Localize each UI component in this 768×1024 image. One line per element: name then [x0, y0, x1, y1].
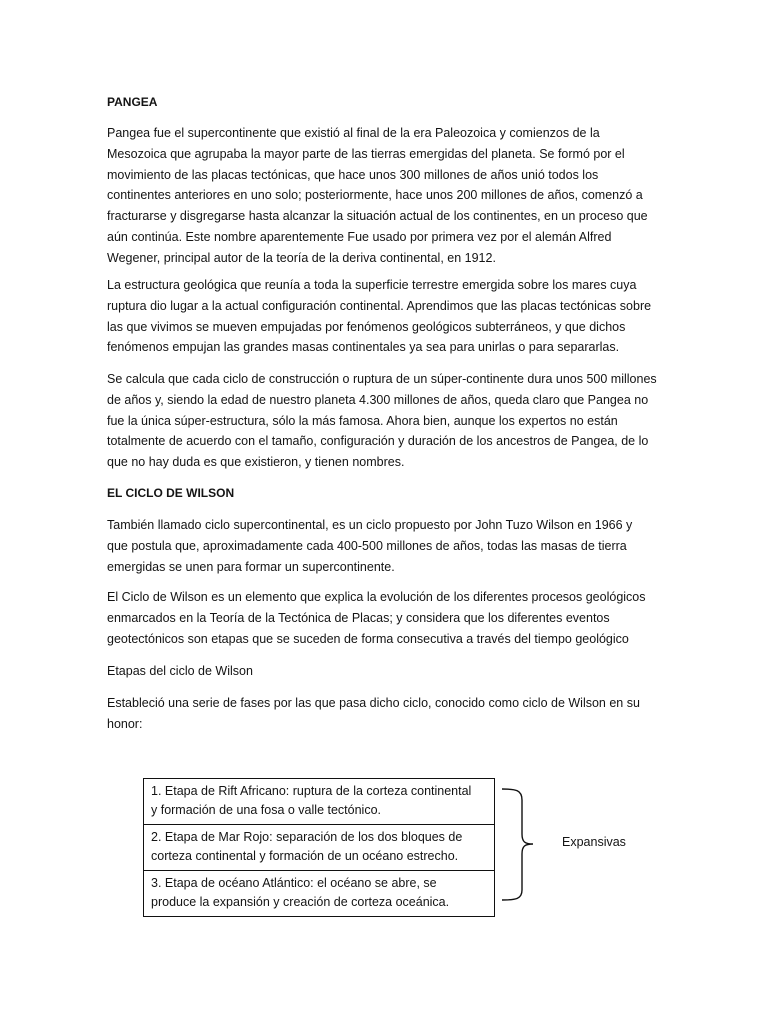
brace-label-expansivas: Expansivas — [562, 835, 626, 849]
paragraph-pangea-2: La estructura geológica que reunía a toda la superficie terrestre emergida sobre los mares cuya ruptura dio lugar a la actual configuración continental. Aprendimos que las placas tectónicas sobre las que vivimos se mueven empujadas por fenómenos geológicos subterráneos, y que dichos fenómenos empujan las grandes masas continentales ya sea para unirlas o para separarlas. — [107, 278, 652, 355]
paragraph-wilson-2: El Ciclo de Wilson es un elemento que explica la evolución de los diferentes procesos geológicos enmarcados en la Teoría de la Tectónica de Placas; y considera que los diferentes eventos geotectónicos son etapas que se suceden de forma consecutiva a través del tiempo geológico — [107, 590, 646, 646]
subheading-stages: Etapas del ciclo de Wilson — [107, 664, 253, 678]
paragraph-pangea-3: Se calcula que cada ciclo de construcción o ruptura de un súper-continente dura unos 500 millones de años y, siendo la edad de nuestro planeta 4.300 millones de años, queda claro que Pangea no fue la única súper-estructura, sólo la más famosa. Ahora bien, aunque los expertos no están totalmente de acuerdo con el tamaño, configuración y duración de los ancestros de Pangea, de lo que no hay duda es que existieron, y tienen nombres. — [107, 372, 657, 470]
paragraph-pangea-1: Pangea fue el supercontinente que existió al final de la era Paleozoica y comienzos de la Mesozoica que agrupaba la mayor parte de las tierras emergidas del planeta. Se formó por el movimiento de las placas tectónicas, que hace unos 300 millones de años unió todos los continentes anteriores en uno solo; posteriormente, hace unos 200 millones de años, comenzó a fracturarse y disgregarse hasta alcanzar la situación actual de los continentes, en un proceso que aún continúa. Este nombre aparentemente Fue usado por primera vez por el alemán Alfred Wegener, principal autor de la teoría de la deriva continental, en 1912. — [107, 126, 648, 265]
stage-cell: 2. Etapa de Mar Rojo: separación de los dos bloques de corteza continental y formación de un océano estrecho. — [144, 825, 494, 871]
section-heading-wilson: EL CICLO DE WILSON — [107, 486, 235, 500]
stages-table — [143, 778, 495, 917]
stage-cell: 1. Etapa de Rift Africano: ruptura de la corteza continental y formación de una fosa o valle tectónico. — [144, 779, 494, 825]
stage-cell: 3. Etapa de océano Atlántico: el océano se abre, se produce la expansión y creación de corteza oceánica. — [151, 876, 450, 909]
curly-brace-icon — [500, 788, 550, 903]
paragraph-wilson-1: También llamado ciclo supercontinental, es un ciclo propuesto por John Tuzo Wilson en 1966 y que postula que, aproximadamente cada 400-500 millones de años, todas las masas de tierra emergidas se unen para formar un supercontinente. — [107, 518, 633, 574]
paragraph-intro: Estableció una serie de fases por las que pasa dicho ciclo, conocido como ciclo de Wilson en su honor: — [107, 696, 640, 731]
page-title: PANGEA — [107, 95, 158, 109]
